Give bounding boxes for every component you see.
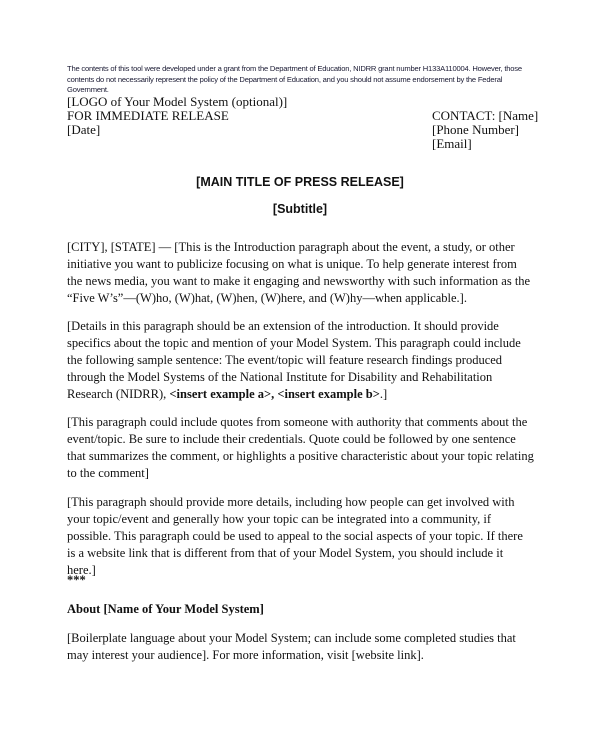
release-label: FOR IMMEDIATE RELEASE (67, 108, 229, 123)
details-end: .] (379, 387, 388, 401)
release-date: [Date] (67, 122, 101, 137)
more-details-paragraph: [This paragraph should provide more details, including how people can get involved with your topic/event and generally how your topic can be integrated into a community, if possible. This paragraph could be used to appeal to the social aspects of your topic. If there is a website link that is different from that of your Model System, you should include it here.] (67, 495, 523, 577)
contact-name: CONTACT: [Name] (432, 108, 539, 123)
details-text: [Details in this paragraph should be an extension of the introduction. It should provide specifics about the topic and mention of your Model System. This paragraph could include the following sample sentence: The event/topic will feature research findings produced through the Model Systems of the National Institute for Disability and Rehabilitation Research (NIDRR), (67, 319, 521, 401)
intro-paragraph: [CITY], [STATE] — [This is the Introduction paragraph about the event, a study, or other initiative you want to publicize focusing on what is unique. To help generate interest from the news media, you want to make it engaging and newsworthy with such information as the “Five W’s”—(W)ho, (W)hat, (W)hen, (W)here, and (W)hy—when applicable.]. (67, 240, 531, 305)
boilerplate-paragraph: [Boilerplate language about your Model System; can include some completed studies that may interest your audience]. For more information, visit [website link]. (67, 631, 516, 662)
subtitle: [Subtitle] (272, 202, 328, 216)
main-title: [MAIN TITLE OF PRESS RELEASE] (196, 175, 404, 189)
contact-phone: [Phone Number] (432, 122, 520, 137)
about-heading: About [Name of Your Model System] (67, 602, 264, 616)
details-paragraph (67, 318, 534, 403)
section-separator: *** (67, 573, 86, 587)
details-examples: <insert example a>, <insert example b> (169, 387, 380, 401)
logo-placeholder: [LOGO of Your Model System (optional)] (67, 94, 288, 109)
contact-email: [Email] (432, 136, 472, 151)
grant-disclaimer: The contents of this tool were developed under a grant from the Department of Education, NIDRR grant number H133A110004. However, those contents do not necessarily represent the policy of the Department of Education, and you should not assume endorsement by the Federal Government. (67, 64, 522, 94)
quotes-paragraph: [This paragraph could include quotes from someone with authority that comments about the event/topic. Be sure to include their credentials. Quote could be followed by one sentence that summarizes the comment, or highlights a positive characteristic about your topic relating to the comment] (67, 415, 534, 480)
